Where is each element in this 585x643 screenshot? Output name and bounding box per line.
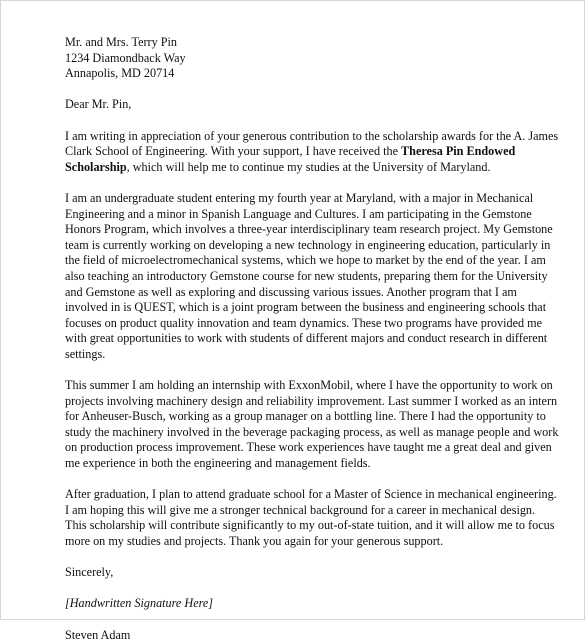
paragraph-background [65,190,553,363]
signature-placeholder: [Handwritten Signature Here] [65,596,214,611]
paragraph-line: for Anheuser-Busch, working as a group manager on a bottling line. There I had the opportunity to [65,409,546,424]
paragraph-line: more on my studies and projects. Thank you again for your generous support. [65,534,444,548]
paragraph-line: involved in is QUEST, which is a joint program between the business and engineering schools that [65,300,547,315]
paragraph-line: After graduation, I plan to attend graduate school for a Master of Science in mechanical engineering. [65,487,557,502]
closing: Sincerely, [65,565,114,580]
address-line: 1234 Diamondback Way [65,50,186,65]
address-line: Annapolis, MD 20714 [65,66,175,81]
signer-name: Steven Adam [65,627,131,642]
paragraph-line: This scholarship will contribute significantly to my out-of-state tuition, and it will allow me to focus [65,518,555,533]
paragraph-appreciation [65,128,559,176]
paragraph-line: also teaching an introductory Gemstone course for new students, preparing them for the University [65,268,548,283]
paragraph-line: with great opportunities to work with students of different majors and conduct research in different [65,331,548,346]
paragraph-line: projects involving machinery design and reliability improvement. Last summer I worked as an intern [65,393,558,408]
paragraph-line: settings. [65,346,106,361]
scholarship-name: Theresa Pin Endowed [401,144,516,159]
address-line: Mr. and Mrs. Terry Pin [65,35,177,49]
letter-body [65,35,559,643]
paragraph-line: the field of microelectromechanical systems, which we hope to market by the end of the year. I am [65,253,546,268]
paragraph-line: on production process improvement. These work experiences have taught me a great deal and given [65,440,552,455]
paragraph-line [65,144,535,160]
paragraph-experience [65,378,559,472]
paragraph-line: focuses on product quality innovation and team dynamics. These two programs have provided me [65,315,543,330]
paragraph-line: team is currently working on developing a new technology in engineering education, particularly in [65,237,551,252]
paragraph-line: I am an undergraduate student entering my fourth year at Maryland, with a major in Mechanical [65,190,534,205]
paragraph-line: I am hoping this will give me a stronger technical background for a career in mechanical design. [65,502,536,517]
paragraph-line [65,160,535,176]
scholarship-name: Scholarship [65,159,127,174]
paragraph-line: and Gemstone as well as exploring and discussing various issues. Another program that I am [65,284,517,299]
paragraph-line: Honors Program, which involves a three-year interdisciplinary team research project. My Gemstone [65,222,553,237]
paragraph-line: Engineering and a minor in Spanish Language and Cultures. I am participating in the Gemstone [65,206,532,221]
text-run: Clark School of Engineering. With your support, I have received the [65,144,402,159]
paragraph-line: This summer I am holding an internship with ExxonMobil, where I have the opportunity to work on [65,378,553,393]
paragraph-future-plans [65,487,557,549]
salutation: Dear Mr. Pin, [65,97,132,112]
text-run: , which will help me to continue my studies at the University of Maryland. [126,159,491,174]
paragraph-line: I am writing in appreciation of your generous contribution to the scholarship awards for the A. James [65,128,559,143]
paragraph-line: study the machinery involved in the beverage packaging process, as well as manage people and work [65,424,559,439]
recipient-address [65,35,535,82]
paragraph-line: me experience in both the engineering and management fields. [65,456,371,471]
